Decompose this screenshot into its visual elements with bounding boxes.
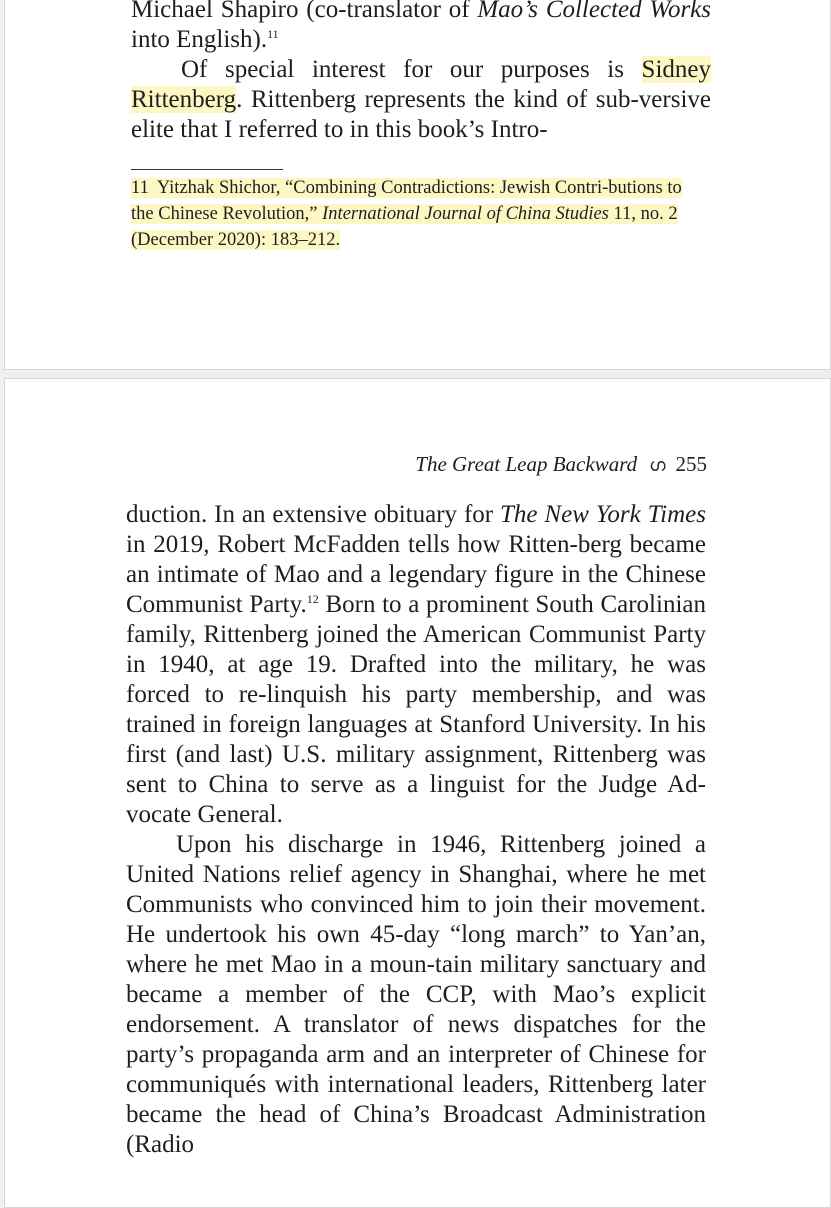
- paragraph-obituary: duction. In an extensive obituary for The New York Times in 2019, Robert McFadden tells how Ritten-berg became an intimate of Mao and a legendary figure in the Chinese Communist Party.$^{12}$ Born to a prominent South Carolinian family, Rittenberg joined the American Communist Party in 1940, at age 19. Drafted into the military, he was forced to re-linquish his party membership, and was trained in foreign languages at Stanford University. In his first (and last) U.S. military assignment, Rittenberg was sent to China to serve as a linguist for the Judge Ad-vocate General.: [126, 501, 706, 828]
- running-title: The Great Leap Backward: [415, 452, 638, 476]
- highlighted-footnote[interactable]: 11 Yitzhak Shichor, “Combining Contradictions: Jewish Contri-butions to the Chinese Revolution,” International Journal of China Studies 11, no. 2 (December 2020): 183–212.: [131, 178, 682, 250]
- footnote-number: 11: [131, 178, 149, 198]
- previous-page-body: [131, 0, 711, 145]
- paragraph-discharge: Upon his discharge in 1946, Rittenberg joined a United Nations relief agency in Shanghai, where he met Communists who convinced him to join their movement. He undertook his own 45-day “long march” to Yan’an, where he met Mao in a moun-tain military sanctuary and became a member of the CCP, with Mao’s explicit endorsement. A translator of news dispatches for the party’s propaganda arm and an interpreter of Chinese for communiqués with international leaders, Rittenberg later became the head of China’s Broadcast Administration (Radio: [126, 831, 706, 1158]
- ornament-icon: ഗ: [649, 455, 666, 475]
- footnote-marker[interactable]: 11: [267, 27, 279, 41]
- highlighted-name[interactable]: Sidney Rittenberg: [131, 56, 711, 113]
- footnote-marker[interactable]: 12: [306, 592, 319, 606]
- running-header: [415, 452, 707, 477]
- previous-page: [4, 0, 831, 370]
- footnote: [131, 175, 691, 253]
- book-title: Mao’s Collected Works: [477, 0, 711, 23]
- newspaper-title: The New York Times: [500, 501, 706, 528]
- footnote-divider: [131, 169, 283, 170]
- current-page-body: [126, 500, 706, 1160]
- paragraph-rittenberg-intro: Of special interest for our purposes is Sidney Rittenberg. Rittenberg represents the kind of sub-versive elite that I referred to in this book’s Intro-: [131, 56, 711, 143]
- journal-title: International Journal of China Studies: [322, 204, 609, 224]
- page-number: 255: [675, 452, 707, 476]
- paragraph-continuation: Michael Shapiro (co-translator of Mao’s Collected Works into English).$^{11}$: [131, 0, 711, 55]
